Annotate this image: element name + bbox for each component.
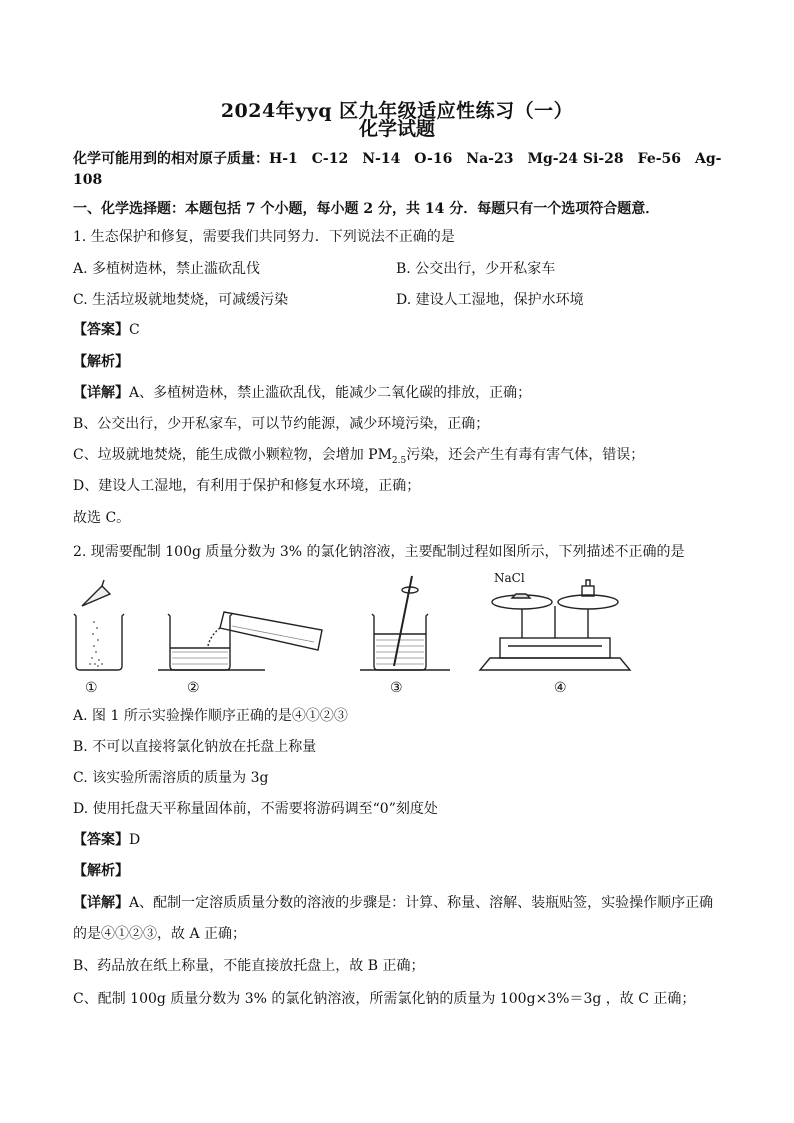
atomic-masses-line2: 108 — [73, 172, 103, 188]
figure-label-4: ④ — [554, 680, 567, 696]
beaker-pour-water-icon — [158, 612, 322, 670]
detail-text: A、配制一定溶质质量分数的溶液的步骤是：计算、称量、溶解、装瓶贴签，实验操作顺序正确 — [129, 895, 714, 911]
q1-detail-c — [73, 444, 644, 466]
q1-conclusion: 故选 C。 — [73, 510, 131, 526]
detail-text: A、多植树造林，禁止滥砍乱伐，能减少二氧化碳的排放，正确； — [129, 385, 532, 401]
q1-option-d: D. 建设人工湿地，保护水环境 — [396, 292, 584, 308]
figure-label-2: ② — [187, 680, 200, 696]
nacl-label: NaCl — [494, 571, 525, 585]
q1-option-b: B. 公交出行，少开私家车 — [396, 261, 556, 277]
figure-label-3: ③ — [390, 680, 403, 696]
q2-detail-c: C、配制 100g 质量分数为 3% 的氯化钠溶液，所需氯化钠的质量为 100g×3%＝3g ，故 C 正确； — [73, 991, 696, 1007]
detail-c-post: 污染，还会产生有毒有害气体，错误； — [406, 447, 645, 463]
q2-option-d: D. 使用托盘天平称量固体前，不需要将游码调至“0”刻度处 — [73, 801, 438, 817]
q2-detail-a — [73, 892, 713, 912]
section1-heading: 一、化学选择题：本题包括 7 个小题，每小题 2 分，共 14 分．每题只有一个选项符合题意． — [73, 201, 660, 217]
page-subtitle: 化学试题 — [358, 118, 435, 140]
answer-label: 【答案】 — [73, 832, 129, 848]
beaker-pour-solid-icon — [74, 580, 124, 670]
balance-scale-icon — [480, 580, 630, 670]
q2-analysis-label: 【解析】 — [73, 863, 129, 879]
beaker-stir-icon — [360, 576, 450, 670]
detail-label: 【详解】 — [73, 895, 129, 911]
q1-answer — [73, 319, 140, 339]
q1-detail-d: D、建设人工湿地，有利用于保护和修复水环境，正确； — [73, 478, 421, 494]
q1-stem: 1. 生态保护和修复，需要我们共同努力．下列说法不正确的是 — [73, 229, 455, 245]
answer-label: 【答案】 — [73, 322, 129, 338]
q2-option-a: A. 图 1 所示实验操作顺序正确的是④①②③ — [73, 708, 348, 724]
q1-detail-b: B、公交出行，少开私家车，可以节约能源，减少环境污染，正确； — [73, 416, 490, 432]
q2-detail-a2: 的是④①②③，故 A 正确； — [73, 926, 247, 942]
q2-detail-b: B、药品放在纸上称量，不能直接放托盘上，故 B 正确； — [73, 958, 425, 974]
q2-option-c: C. 该实验所需溶质的质量为 3g — [73, 770, 269, 786]
detail-label: 【详解】 — [73, 385, 129, 401]
lab-procedure-figure — [60, 566, 660, 701]
q2-stem: 2. 现需要配制 100g 质量分数为 3% 的氯化钠溶液，主要配制过程如图所示，下列描述不正确的是 — [73, 544, 685, 560]
answer-value: C — [129, 322, 140, 338]
page-title: 2024年yyq 区九年级适应性练习（一） — [220, 100, 574, 122]
detail-c-pre: C、垃圾就地焚烧，能生成微小颗粒物，会增加 PM — [73, 447, 392, 463]
q2-option-b: B. 不可以直接将氯化钠放在托盘上称量 — [73, 739, 317, 755]
q1-option-c: C. 生活垃圾就地焚烧，可减缓污染 — [73, 292, 289, 308]
detail-c-sub: 2.5 — [391, 455, 407, 466]
answer-value: D — [129, 832, 141, 848]
q1-analysis-label: 【解析】 — [73, 354, 129, 370]
atomic-masses-line1: 化学可能用到的相对原子质量：H-1 C-12 N-14 O-16 Na-23 Mg-24 Si-28 Fe-56 Ag- — [73, 151, 722, 167]
q2-answer — [73, 829, 140, 849]
q1-detail-a — [73, 382, 531, 402]
q1-option-a: A. 多植树造林，禁止滥砍乱伐 — [73, 261, 261, 277]
figure-label-1: ① — [85, 680, 98, 696]
